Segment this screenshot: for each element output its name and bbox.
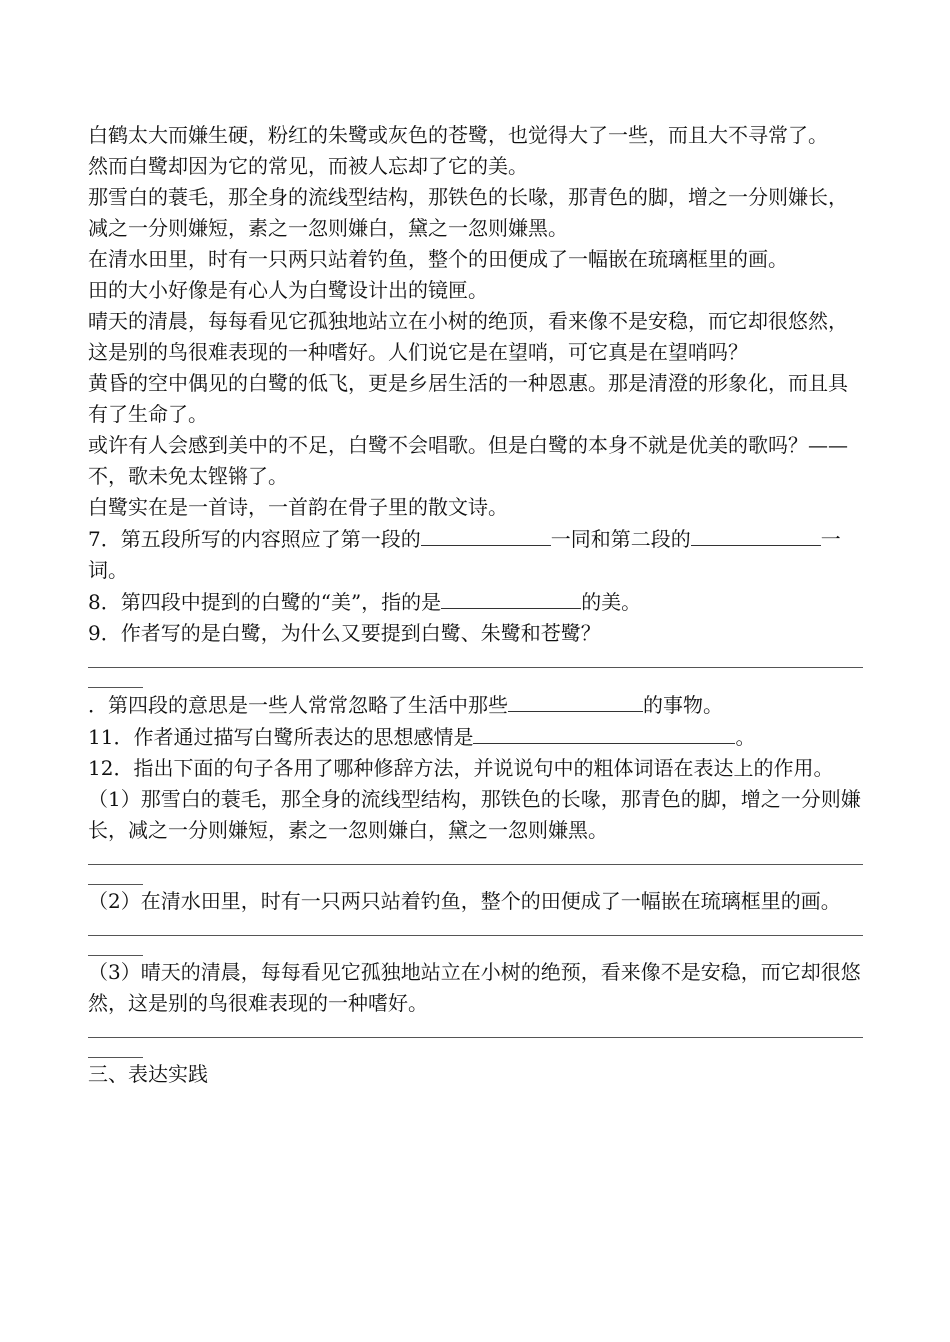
question-8-part-a: 8．第四段中提到的白鹭的“美”，指的是 xyxy=(88,590,442,614)
answer-line-short xyxy=(88,884,143,885)
question-10 xyxy=(88,689,863,721)
question-11 xyxy=(88,721,863,753)
question-8-part-b: 的美。 xyxy=(581,590,642,614)
question-10-part-b: 的事物。 xyxy=(643,693,723,717)
question-11-part-a: 11．作者通过描写白鹭所表达的思想感情是 xyxy=(88,725,474,749)
section-3-heading: 三、表达实践 xyxy=(88,1062,208,1086)
question-7-blank-2[interactable] xyxy=(691,523,821,546)
question-10-part-a: ．第四段的意思是一些人常常忽略了生活中那些 xyxy=(88,693,508,717)
answer-line-full xyxy=(88,1037,863,1038)
passage-paragraph-4: 在清水田里，时有一只两只站着钓鱼，整个的田便成了一幅嵌在琉璃框里的画。 xyxy=(88,247,788,271)
question-12-item-3: （3）晴天的清晨，每每看见它孤独地站立在小树的绝预，看来像不是安稳，而它却很悠然，这是别的鸟很难表现的一种嗜好。 xyxy=(88,960,861,1015)
question-12-item-2-answer-line[interactable] xyxy=(88,917,863,957)
passage-paragraph-3: 那雪白的蓑毛，那全身的流线型结构，那铁色的长喙，那青色的脚，增之一分则嫌长，减之一分则嫌短，素之一忽则嫌白，黛之一忽则嫌黑。 xyxy=(88,185,848,240)
passage-paragraph-6: 晴天的清晨，每每看见它孤独地站立在小树的绝顶，看来像不是安稳，而它却很悠然，这是别的鸟很难表现的一种嗜好。人们说它是在望哨，可它真是在望哨吗？ xyxy=(88,309,848,364)
answer-line-short xyxy=(88,955,143,956)
question-9-answer-line[interactable] xyxy=(88,649,863,689)
question-12-item-3-answer-line[interactable] xyxy=(88,1019,863,1059)
question-7-part-a: 7．第五段所写的内容照应了第一段的 xyxy=(88,527,421,551)
question-12-item-1: （1）那雪白的蓑毛，那全身的流线型结构，那铁色的长喙，那青色的脚，增之一分则嫌长，减之一分则嫌短，素之一忽则嫌白，黛之一忽则嫌黑。 xyxy=(88,787,861,842)
question-7-part-c: 一词。 xyxy=(88,527,841,582)
passage-paragraph-2: 然而白鹭却因为它的常见，而被人忘却了它的美。 xyxy=(88,154,528,178)
question-12-item-2: （2）在清水田里，时有一只两只站着钓鱼，整个的田便成了一幅嵌在琉璃框里的画。 xyxy=(88,889,841,913)
answer-line-full xyxy=(88,935,863,936)
question-8-blank[interactable] xyxy=(441,586,581,609)
answer-line-short xyxy=(88,687,143,688)
question-12-item-1-answer-line[interactable] xyxy=(88,846,863,886)
passage-paragraph-1: 白鹤太大而嫌生硬，粉红的朱鹭或灰色的苍鹭，也觉得大了一些，而且大不寻常了。 xyxy=(88,123,828,147)
answer-line-short xyxy=(88,1057,143,1058)
passage-paragraph-8: 或许有人会感到美中的不足，白鹭不会唱歌。但是白鹭的本身不就是优美的歌吗？——不，歌未免太铿锵了。 xyxy=(88,433,848,488)
question-12: 12．指出下面的句子各用了哪种修辞方法，并说说句中的粗体词语在表达上的作用。 xyxy=(88,756,834,780)
question-11-part-b: 。 xyxy=(735,725,756,749)
answer-line-full xyxy=(88,667,863,668)
answer-line-full xyxy=(88,864,863,865)
passage-paragraph-5: 田的大小好像是有心人为白鹭设计出的镜匣。 xyxy=(88,278,488,302)
question-7-part-b: 一同和第二段的 xyxy=(550,527,691,551)
question-7 xyxy=(88,523,863,586)
question-8 xyxy=(88,586,863,618)
passage-paragraph-9: 白鹭实在是一首诗，一首韵在骨子里的散文诗。 xyxy=(88,495,508,519)
passage-paragraph-7: 黄昏的空中偶见的白鹭的低飞，更是乡居生活的一种恩惠。那是清澄的形象化，而且具有了生命了。 xyxy=(88,371,848,426)
question-9: 9．作者写的是白鹭，为什么又要提到白鹭、朱鹭和苍鹭？ xyxy=(88,621,601,645)
question-7-blank-1[interactable] xyxy=(421,523,551,546)
worksheet-page xyxy=(88,120,863,1090)
question-11-blank[interactable] xyxy=(473,721,735,744)
question-10-blank[interactable] xyxy=(508,689,643,712)
